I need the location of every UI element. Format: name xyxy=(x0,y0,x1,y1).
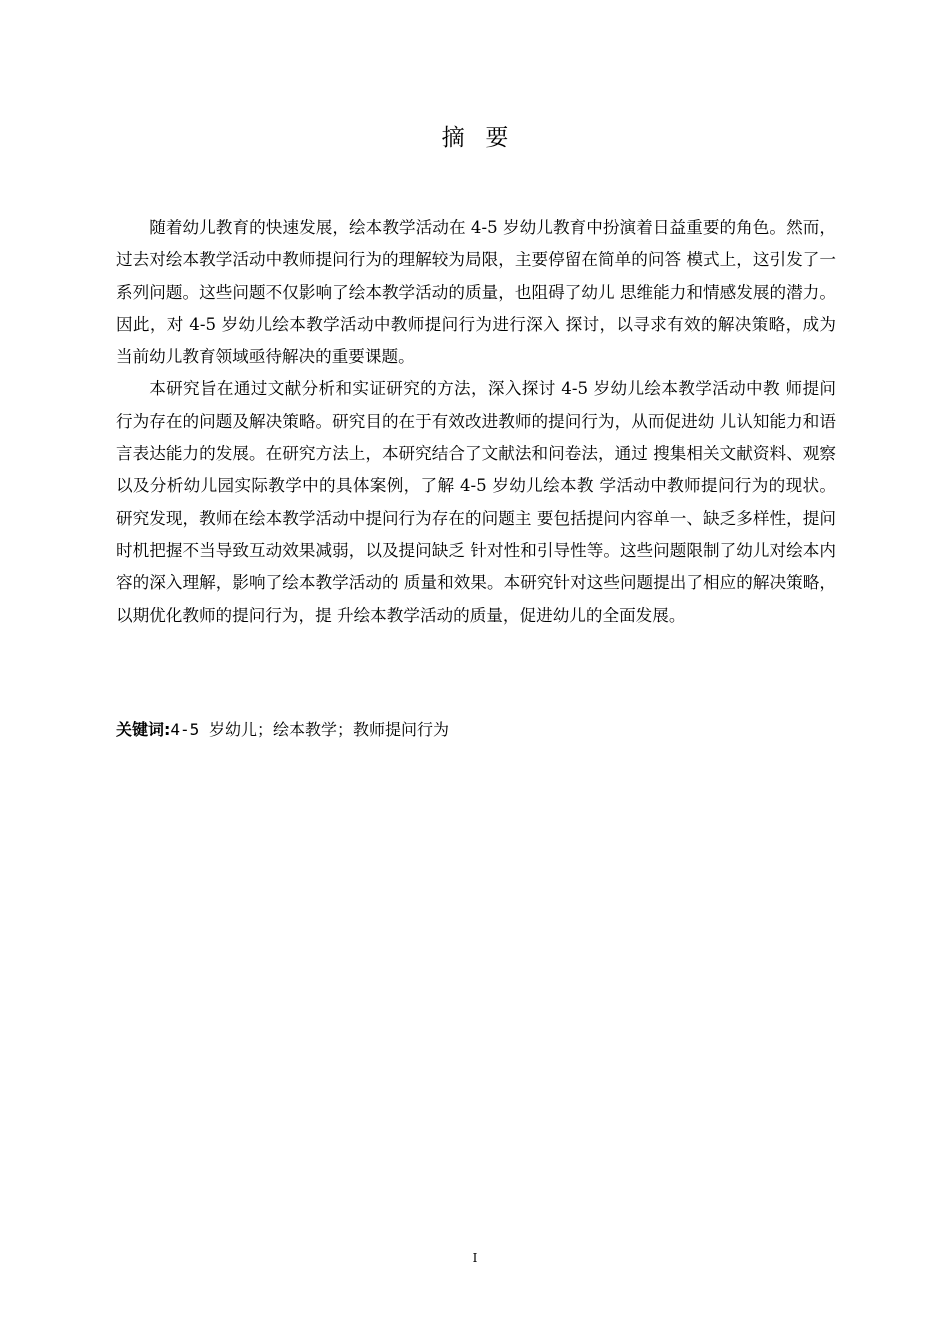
abstract-paragraph-2: 本研究旨在通过文献分析和实证研究的方法，深入探讨 4-5 岁幼儿绘本教学活动中教 师提问行为存在的问题及解决策略。研究目的在于有效改进教师的提问行为，从而促进幼 儿认知能力和语言表达能力的发展。在研究方法上，本研究结合了文献法和问卷法，通过 搜集相关文献资料、观察以及分析幼儿园实际教学中的具体案例，了解 4-5 岁幼儿绘本教 学活动中教师提问行为的现状。研究发现，教师在绘本教学活动中提问行为存在的问题主 要包括提问内容单一、缺乏多样性，提问时机把握不当导致互动效果减弱，以及提问缺乏 针对性和引导性等。这些问题限制了幼儿对绘本内容的深入理解，影响了绘本教学活动的 质量和效果。本研究针对这些问题提出了相应的解决策略，以期优化教师的提问行为，提 升绘本教学活动的质量，促进幼儿的全面发展。 xyxy=(116,379,836,625)
keywords-line xyxy=(116,716,836,744)
abstract-body xyxy=(116,212,836,632)
page-number: I xyxy=(472,1251,478,1265)
keywords-text: 4-5 岁幼儿；绘本教学；教师提问行为 xyxy=(170,720,449,739)
abstract-paragraph-1: 随着幼儿教育的快速发展，绘本教学活动在 4-5 岁幼儿教育中扮演着日益重要的角色。然而，过去对绘本教学活动中教师提问行为的理解较为局限，主要停留在简单的问答 模式上，这引发了一系列问题。这些问题不仅影响了绘本教学活动的质量，也阻碍了幼儿 思维能力和情感发展的潜力。因此，对 4-5 岁幼儿绘本教学活动中教师提问行为进行深入 探讨，以寻求有效的解决策略，成为当前幼儿教育领域亟待解决的重要课题。 xyxy=(116,218,836,367)
keywords-label: 关键词: xyxy=(116,720,171,739)
page-title: 摘要 xyxy=(441,125,530,151)
